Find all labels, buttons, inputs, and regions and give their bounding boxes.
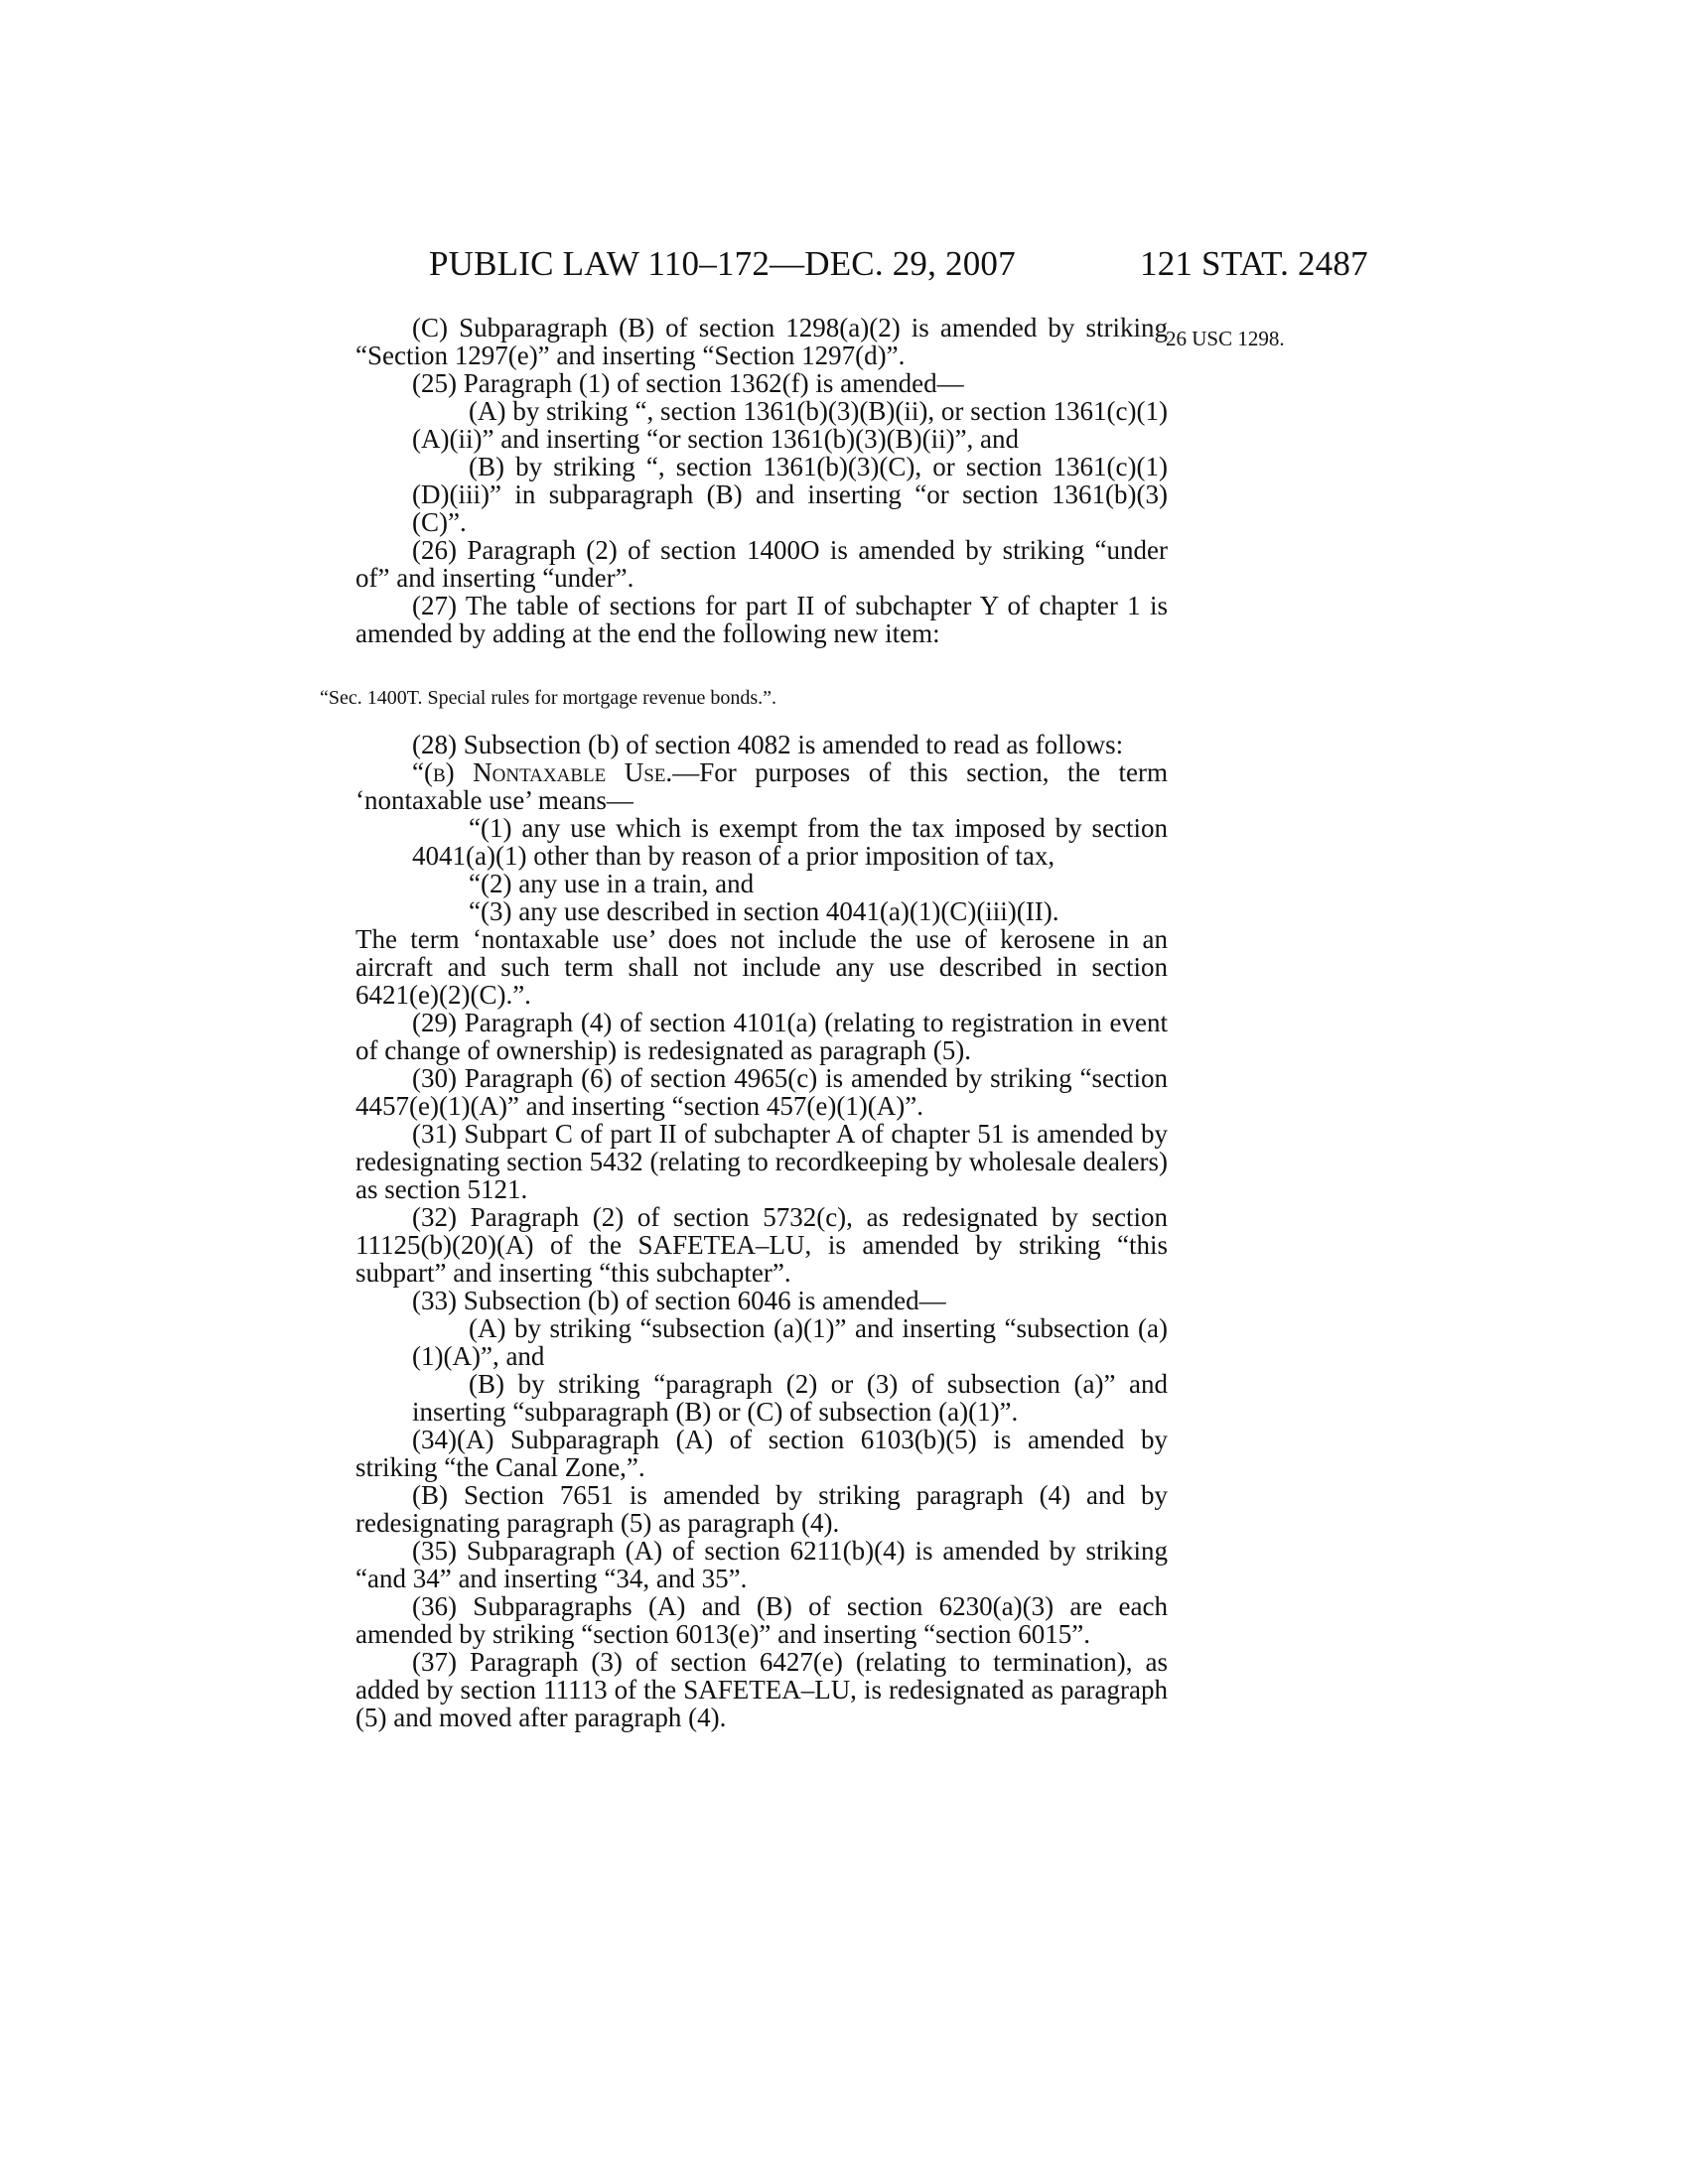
paragraph: (B) Section 7651 is amended by striking paragraph (4) and by redesignating paragraph (5) as paragraph (4). bbox=[355, 1480, 1168, 1538]
paragraph: (A) by striking “subsection (a)(1)” and inserting “subsection (a)(1)(A)”, and bbox=[412, 1313, 1168, 1371]
paragraph: (25) Paragraph (1) of section 1362(f) is amended— bbox=[412, 368, 964, 398]
paragraph bbox=[355, 758, 1168, 814]
paragraph: (35) Subparagraph (A) of section 6211(b)(4) is amended by striking “and 34” and inserting “34, and 35”. bbox=[355, 1536, 1168, 1593]
margin-citation: 26 USC 1298. bbox=[1166, 327, 1285, 350]
paragraph: (27) The table of sections for part II of subchapter Y of chapter 1 is amended by adding at the end the following new item: bbox=[355, 591, 1168, 648]
paragraph: (B) by striking “paragraph (2) or (3) of subsection (a)” and inserting “subparagraph (B) or (C) of subsection (a)(1)”. bbox=[412, 1369, 1168, 1427]
paragraph: The term ‘nontaxable use’ does not include the use of kerosene in an aircraft and such term shall not include any use described in section 6421(e)(2)(C).”. bbox=[355, 924, 1168, 1010]
subsection-text: —For purposes of this section, the term ‘nontaxable use’ means— bbox=[355, 757, 1168, 815]
document-body bbox=[320, 313, 1168, 1732]
paragraph: (B) by striking “, section 1361(b)(3)(C), or section 1361(c)(1)(D)(iii)” in subparagraph (B) and inserting “or section 1361(b)(3)(C)”. bbox=[412, 452, 1168, 537]
paragraph: (37) Paragraph (3) of section 6427(e) (relating to termination), as added by section 11113 of the SAFETEA–LU, is redesignated as paragraph (5) and moved after paragraph (4). bbox=[355, 1647, 1168, 1732]
paragraph: (30) Paragraph (6) of section 4965(c) is amended by striking “section 4457(e)(1)(A)” and inserting “section 457(e)(1)(A)”. bbox=[355, 1063, 1168, 1121]
paragraph: (32) Paragraph (2) of section 5732(c), as redesignated by section 11125(b)(20)(A) of the SAFETEA–LU, is amended by striking “this subpart” and inserting “this subchapter”. bbox=[355, 1202, 1168, 1288]
running-header-title: PUBLIC LAW 110–172—DEC. 29, 2007 bbox=[429, 244, 1016, 283]
paragraph: “(2) any use in a train, and bbox=[469, 869, 755, 898]
paragraph: (29) Paragraph (4) of section 4101(a) (relating to registration in event of change of ownership) is redesignated as paragraph (5). bbox=[355, 1008, 1168, 1065]
paragraph: (28) Subsection (b) of section 4082 is amended to read as follows: bbox=[412, 730, 1124, 759]
paragraph: “(1) any use which is exempt from the tax imposed by section 4041(a)(1) other than by reason of a prior imposition of tax, bbox=[412, 813, 1168, 871]
paragraph: (31) Subpart C of part II of subchapter A of chapter 51 is amended by redesignating section 5432 (relating to recordkeeping by wholesale dealers) as section 5121. bbox=[355, 1119, 1168, 1204]
paragraph: (A) by striking “, section 1361(b)(3)(B)(ii), or section 1361(c)(1)(A)(ii)” and inserting “or section 1361(b)(3)(B)(ii)”, and bbox=[412, 396, 1168, 454]
paragraph: (36) Subparagraphs (A) and (B) of section 6230(a)(3) are each amended by striking “section 6013(e)” and inserting “section 6015”. bbox=[355, 1591, 1168, 1649]
paragraph: (34)(A) Subparagraph (A) of section 6103(b)(5) is amended by striking “the Canal Zone,”. bbox=[355, 1425, 1168, 1482]
subsection-heading: “(b) Nontaxable Use. bbox=[412, 757, 673, 787]
table-of-sections-item: “Sec. 1400T. Special rules for mortgage revenue bonds.”. bbox=[320, 687, 777, 709]
running-header-stat-page: 121 STAT. 2487 bbox=[1140, 244, 1368, 283]
paragraph: (C) Subparagraph (B) of section 1298(a)(2) is amended by striking “Section 1297(e)” and inserting “Section 1297(d)”. bbox=[355, 313, 1168, 370]
paragraph: (33) Subsection (b) of section 6046 is amended— bbox=[412, 1286, 946, 1315]
paragraph: (26) Paragraph (2) of section 1400O is amended by striking “under of” and inserting “under”. bbox=[355, 535, 1168, 593]
paragraph: “(3) any use described in section 4041(a)(1)(C)(iii)(II). bbox=[469, 896, 1059, 926]
